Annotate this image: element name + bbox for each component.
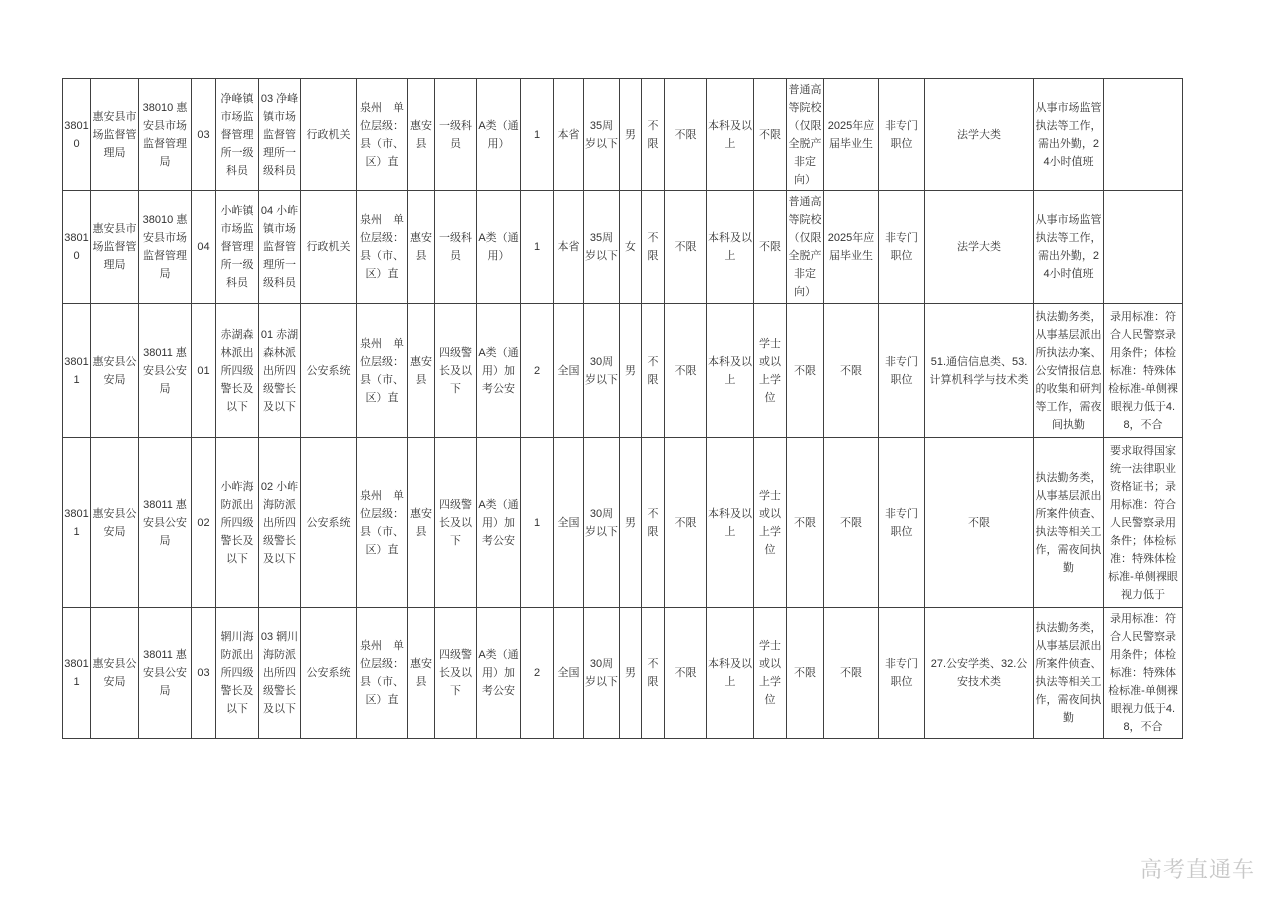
table-cell: 不限 [665,79,707,191]
table-cell: 03 辋川海防派出所四级警长及以下 [259,608,301,739]
table-cell: 执法勤务类，从事基层派出所执法办案、公安情报信息的收集和研判等工作，需夜间执勤 [1034,304,1104,438]
table-cell: 30周岁以下 [584,304,620,438]
table-cell: 38011 [63,304,91,438]
table-cell: 泉州 单位层级：县（市、区）直 [357,79,408,191]
table-cell: 1 [521,191,554,304]
table-cell: 不限 [824,438,879,608]
table-cell: 不限 [925,438,1034,608]
table-cell: 学士或以上学位 [754,304,787,438]
table-cell: 全国 [554,438,584,608]
table-cell: 不限 [665,304,707,438]
table-cell: 四级警长及以下 [435,608,477,739]
table-cell: 38010 [63,79,91,191]
table-cell: 一级科员 [435,191,477,304]
table-cell: 不限 [665,438,707,608]
table-cell: 一级科员 [435,79,477,191]
table-cell: 02 [192,438,216,608]
table-cell: 执法勤务类，从事基层派出所案件侦查、执法等相关工作，需夜间执勤 [1034,438,1104,608]
table-cell: 2 [521,304,554,438]
table-cell: 公安系统 [301,304,357,438]
table-cell: 录用标准：符合人民警察录用条件；体检标准：特殊体检标准-单侧裸眼视力低于4.8，不合 [1104,608,1183,739]
table-cell: 女 [620,191,642,304]
table-cell: 不限 [642,191,665,304]
table-cell: 学士或以上学位 [754,608,787,739]
table-cell: 惠安县 [408,191,435,304]
table-cell: 不限 [824,608,879,739]
table-cell: 03 [192,79,216,191]
table-cell: 2025年应届毕业生 [824,79,879,191]
table-cell: 泉州 单位层级：县（市、区）直 [357,304,408,438]
table-cell: 非专门职位 [879,304,925,438]
table-cell: 四级警长及以下 [435,304,477,438]
table-cell: 35周岁以下 [584,79,620,191]
table-row [63,79,1183,191]
table-cell: 35周岁以下 [584,191,620,304]
table-cell: 38010 [63,191,91,304]
table-cell: 38010 惠安县市场监督管理局 [139,79,192,191]
table-cell: 四级警长及以下 [435,438,477,608]
table-cell: 04 [192,191,216,304]
table-cell: 普通高等院校（仅限全脱产非定向） [787,79,824,191]
table-cell: 本科及以上 [707,438,754,608]
table-cell: 男 [620,608,642,739]
table-cell: 法学大类 [925,191,1034,304]
table-cell: A类（通用） [477,191,521,304]
table-cell: 辋川海防派出所四级警长及以下 [216,608,259,739]
table-cell: 03 净峰镇市场监督管理所一级科员 [259,79,301,191]
table-cell: 本科及以上 [707,304,754,438]
table-cell: 不限 [824,304,879,438]
table-cell: 全国 [554,304,584,438]
table-cell: 从事市场监管执法等工作，需出外勤，24小时值班 [1034,191,1104,304]
table-cell: 01 赤湖森林派出所四级警长及以下 [259,304,301,438]
table-cell: 非专门职位 [879,79,925,191]
table-cell: 行政机关 [301,79,357,191]
table-cell: 04 小岞镇市场监督管理所一级科员 [259,191,301,304]
table-cell: 从事市场监管执法等工作，需出外勤，24小时值班 [1034,79,1104,191]
table-cell: 惠安县公安局 [91,608,139,739]
table-cell: 38010 惠安县市场监督管理局 [139,191,192,304]
table-cell: 净峰镇市场监督管理所一级科员 [216,79,259,191]
table-cell: 公安系统 [301,608,357,739]
table-cell: 非专门职位 [879,438,925,608]
table-cell: 38011 [63,608,91,739]
table-cell: 不限 [754,79,787,191]
table-cell: 1 [521,438,554,608]
table-cell: 小岞海防派出所四级警长及以下 [216,438,259,608]
table-cell: 不限 [665,608,707,739]
table-cell: 02 小岞海防派出所四级警长及以下 [259,438,301,608]
table-cell: 30周岁以下 [584,438,620,608]
table-cell: 03 [192,608,216,739]
table-cell: 赤湖森林派出所四级警长及以下 [216,304,259,438]
table-cell [1104,191,1183,304]
table-row [63,191,1183,304]
table-cell: A类（通用）加考公安 [477,304,521,438]
table-row [63,438,1183,608]
table-row [63,304,1183,438]
table-cell: 不限 [642,438,665,608]
table-cell: 录用标准：符合人民警察录用条件；体检标准：特殊体检标准-单侧裸眼视力低于4.8，不合 [1104,304,1183,438]
table-cell: 惠安县公安局 [91,304,139,438]
table-cell: 法学大类 [925,79,1034,191]
table-cell: 本省 [554,79,584,191]
table-cell: 行政机关 [301,191,357,304]
table-cell: 惠安县 [408,438,435,608]
table-cell: 01 [192,304,216,438]
table-cell: 30周岁以下 [584,608,620,739]
table-cell: 公安系统 [301,438,357,608]
table-cell: 惠安县公安局 [91,438,139,608]
table-cell: 惠安县 [408,79,435,191]
table-row [63,608,1183,739]
table-cell: 本科及以上 [707,608,754,739]
table-cell: 男 [620,438,642,608]
table-cell: 不限 [642,79,665,191]
table-cell: A类（通用） [477,79,521,191]
table-body [63,79,1183,739]
table-cell: 38011 惠安县公安局 [139,304,192,438]
table-cell: 本科及以上 [707,79,754,191]
table-cell: 惠安县 [408,608,435,739]
table-cell: 27.公安学类、32.公安技术类 [925,608,1034,739]
table-cell: 38011 [63,438,91,608]
table-cell: 不限 [665,191,707,304]
table-cell: 不限 [787,608,824,739]
table-cell: 小岞镇市场监督管理所一级科员 [216,191,259,304]
table-cell: 38011 惠安县公安局 [139,608,192,739]
table-cell: 执法勤务类，从事基层派出所案件侦查、执法等相关工作，需夜间执勤 [1034,608,1104,739]
table-cell: 不限 [642,608,665,739]
table-cell: A类（通用）加考公安 [477,608,521,739]
table-cell: 本科及以上 [707,191,754,304]
table-cell: 泉州 单位层级：县（市、区）直 [357,438,408,608]
table-cell: 男 [620,79,642,191]
table-cell: 非专门职位 [879,608,925,739]
table-cell: 学士或以上学位 [754,438,787,608]
table-cell: 泉州 单位层级：县（市、区）直 [357,608,408,739]
table-cell: 惠安县 [408,304,435,438]
table-cell: A类（通用）加考公安 [477,438,521,608]
table-cell: 不限 [754,191,787,304]
table-cell: 本省 [554,191,584,304]
table-cell: 全国 [554,608,584,739]
table-cell: 要求取得国家统一法律职业资格证书；录用标准：符合人民警察录用条件；体检标准：特殊体检标准-单侧裸眼视力低于 [1104,438,1183,608]
table-cell: 2 [521,608,554,739]
table-cell: 男 [620,304,642,438]
table-cell: 泉州 单位层级：县（市、区）直 [357,191,408,304]
table-cell: 普通高等院校（仅限全脱产非定向） [787,191,824,304]
table-cell: 非专门职位 [879,191,925,304]
table-cell: 2025年应届毕业生 [824,191,879,304]
table-cell: 惠安县市场监督管理局 [91,79,139,191]
job-positions-table [62,78,1183,739]
table-cell: 不限 [642,304,665,438]
table-cell: 38011 惠安县公安局 [139,438,192,608]
table-cell [1104,79,1183,191]
table-cell: 惠安县市场监督管理局 [91,191,139,304]
table-cell: 1 [521,79,554,191]
watermark: 高考直通车 [1140,857,1256,882]
table-cell: 51.通信信息类、53.计算机科学与技术类 [925,304,1034,438]
table-cell: 不限 [787,304,824,438]
table-cell: 不限 [787,438,824,608]
